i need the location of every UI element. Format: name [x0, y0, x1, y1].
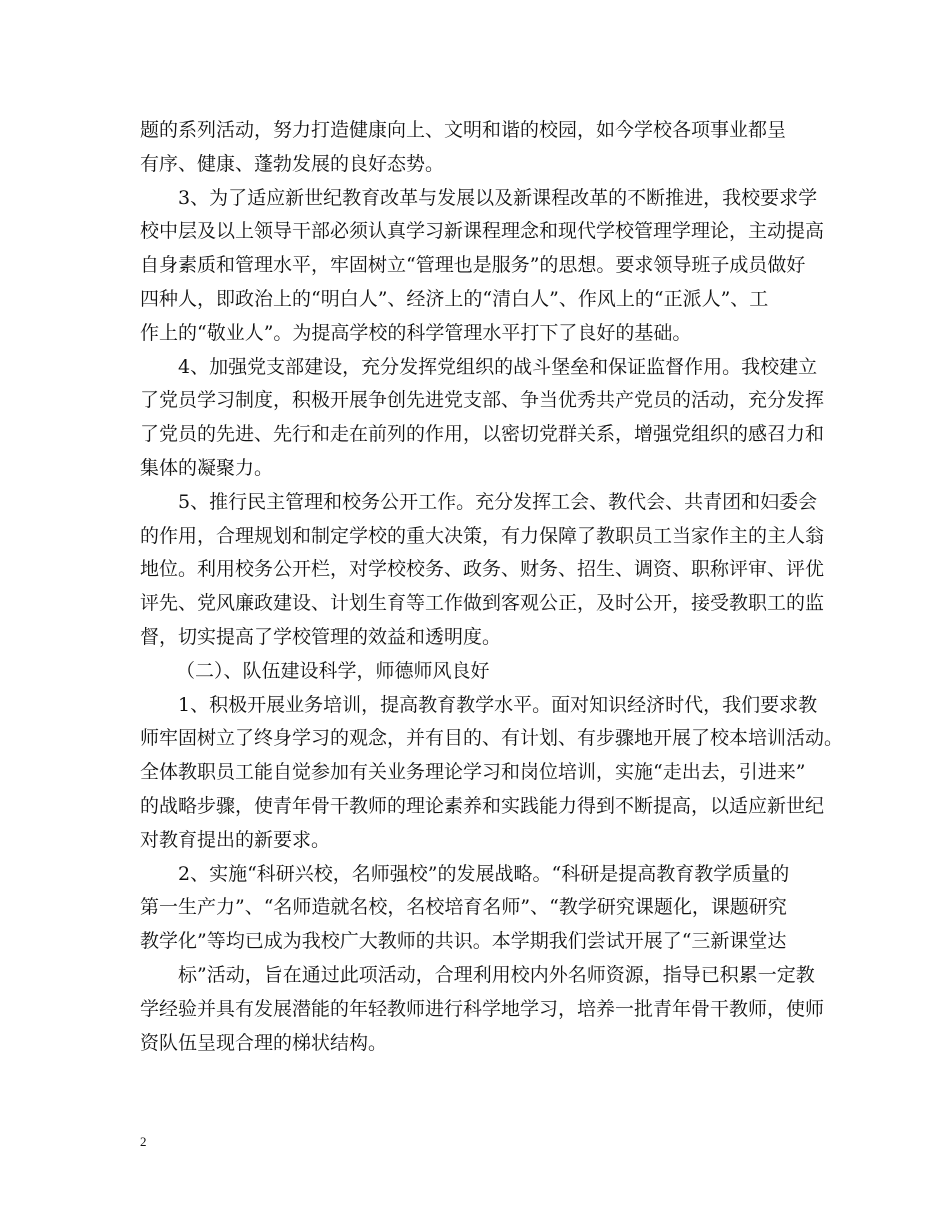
text-line: 学经验并具有发展潜能的年轻教师进行科学地学习，培养一批青年骨干教师，使师: [140, 997, 825, 1020]
text-line: 自身素质和管理水平，牢固树立“管理也是服务”的思想。要求领导班子成员做好: [140, 254, 806, 277]
text-line: 评先、党风廉政建设、计划生育等工作做到客观公正，及时公开，接受教职工的监: [140, 592, 825, 615]
text-line: 的战略步骤，使青年骨干教师的理论素养和实践能力得到不断提高，以适应新世纪: [140, 794, 825, 817]
document-body: [140, 114, 844, 1060]
text-line: 有序、健康、蓬勃发展的良好态势。: [140, 152, 445, 175]
text-line: 全体教职员工能自觉参加有关业务理论学习和岗位培训，实施“走出去，引进来”: [140, 761, 806, 784]
text-line: 四种人，即政治上的“明白人”、经济上的“清白人”、作风上的“正派人”、工: [140, 287, 769, 310]
paragraph-2-start: 2、实施“科研兴校，名师强校”的发展战略。“科研是提高教育教学质量的: [178, 862, 790, 885]
text-line: 教学化”等均已成为我校广大教师的共识。本学期我们尝试开展了“三新课堂达: [140, 930, 787, 953]
text-line: 对教育提出的新要求。: [140, 828, 331, 851]
text-line: 地位。利用校务公开栏，对学校校务、政务、财务、招生、调资、职称评审、评优: [140, 558, 825, 581]
text-line: 集体的凝聚力。: [140, 456, 274, 479]
text-line: 督，切实提高了学校管理的效益和透明度。: [140, 625, 502, 648]
text-line: 资队伍呈现合理的梯状结构。: [140, 1031, 388, 1054]
paragraph-4-start: 4、加强党支部建设，充分发挥党组织的战斗堡垒和保证监督作用。我校建立: [178, 355, 818, 378]
section-heading: （二）、队伍建设科学，师德师风良好: [176, 659, 490, 682]
text-line: 校中层及以上领导干部必须认真学习新课程理念和现代学校管理学理论，主动提高: [140, 220, 825, 243]
text-line: 的作用，合理规划和制定学校的重大决策，有力保障了教职员工当家作主的主人翁: [140, 524, 825, 547]
text-line: 了党员学习制度，积极开展争创先进党支部、争当优秀共产党员的活动，充分发挥: [140, 389, 825, 412]
text-line: 第一生产力”、“名师造就名校，名校培育名师”、“教学研究课题化，课题研究: [140, 896, 787, 919]
paragraph-3-start: 3、为了适应新世纪教育改革与发展以及新课程改革的不断推进，我校要求学: [178, 186, 818, 209]
text-line: 作上的“敬业人”。为提高学校的科学管理水平打下了良好的基础。: [140, 321, 692, 344]
paragraph-1-start: 1、积极开展业务培训，提高教育教学水平。面对知识经济时代，我们要求教: [178, 693, 818, 716]
paragraph-5-start: 5、推行民主管理和校务公开工作。充分发挥工会、教代会、共青团和妇委会: [178, 490, 818, 513]
text-line: 题的系列活动，努力打造健康向上、文明和谐的校园，如今学校各项事业都呈: [140, 119, 787, 141]
page-number: 2: [140, 1134, 147, 1149]
text-line: 了党员的先进、先行和走在前列的作用，以密切党群关系，增强党组织的感召力和: [140, 423, 825, 446]
text-line: 标”活动，旨在通过此项活动，合理利用校内外名师资源，指导已积累一定教: [178, 963, 815, 986]
text-line: 师牢固树立了终身学习的观念，并有目的、有计划、有步骤地开展了校本培训活动。: [140, 727, 844, 750]
